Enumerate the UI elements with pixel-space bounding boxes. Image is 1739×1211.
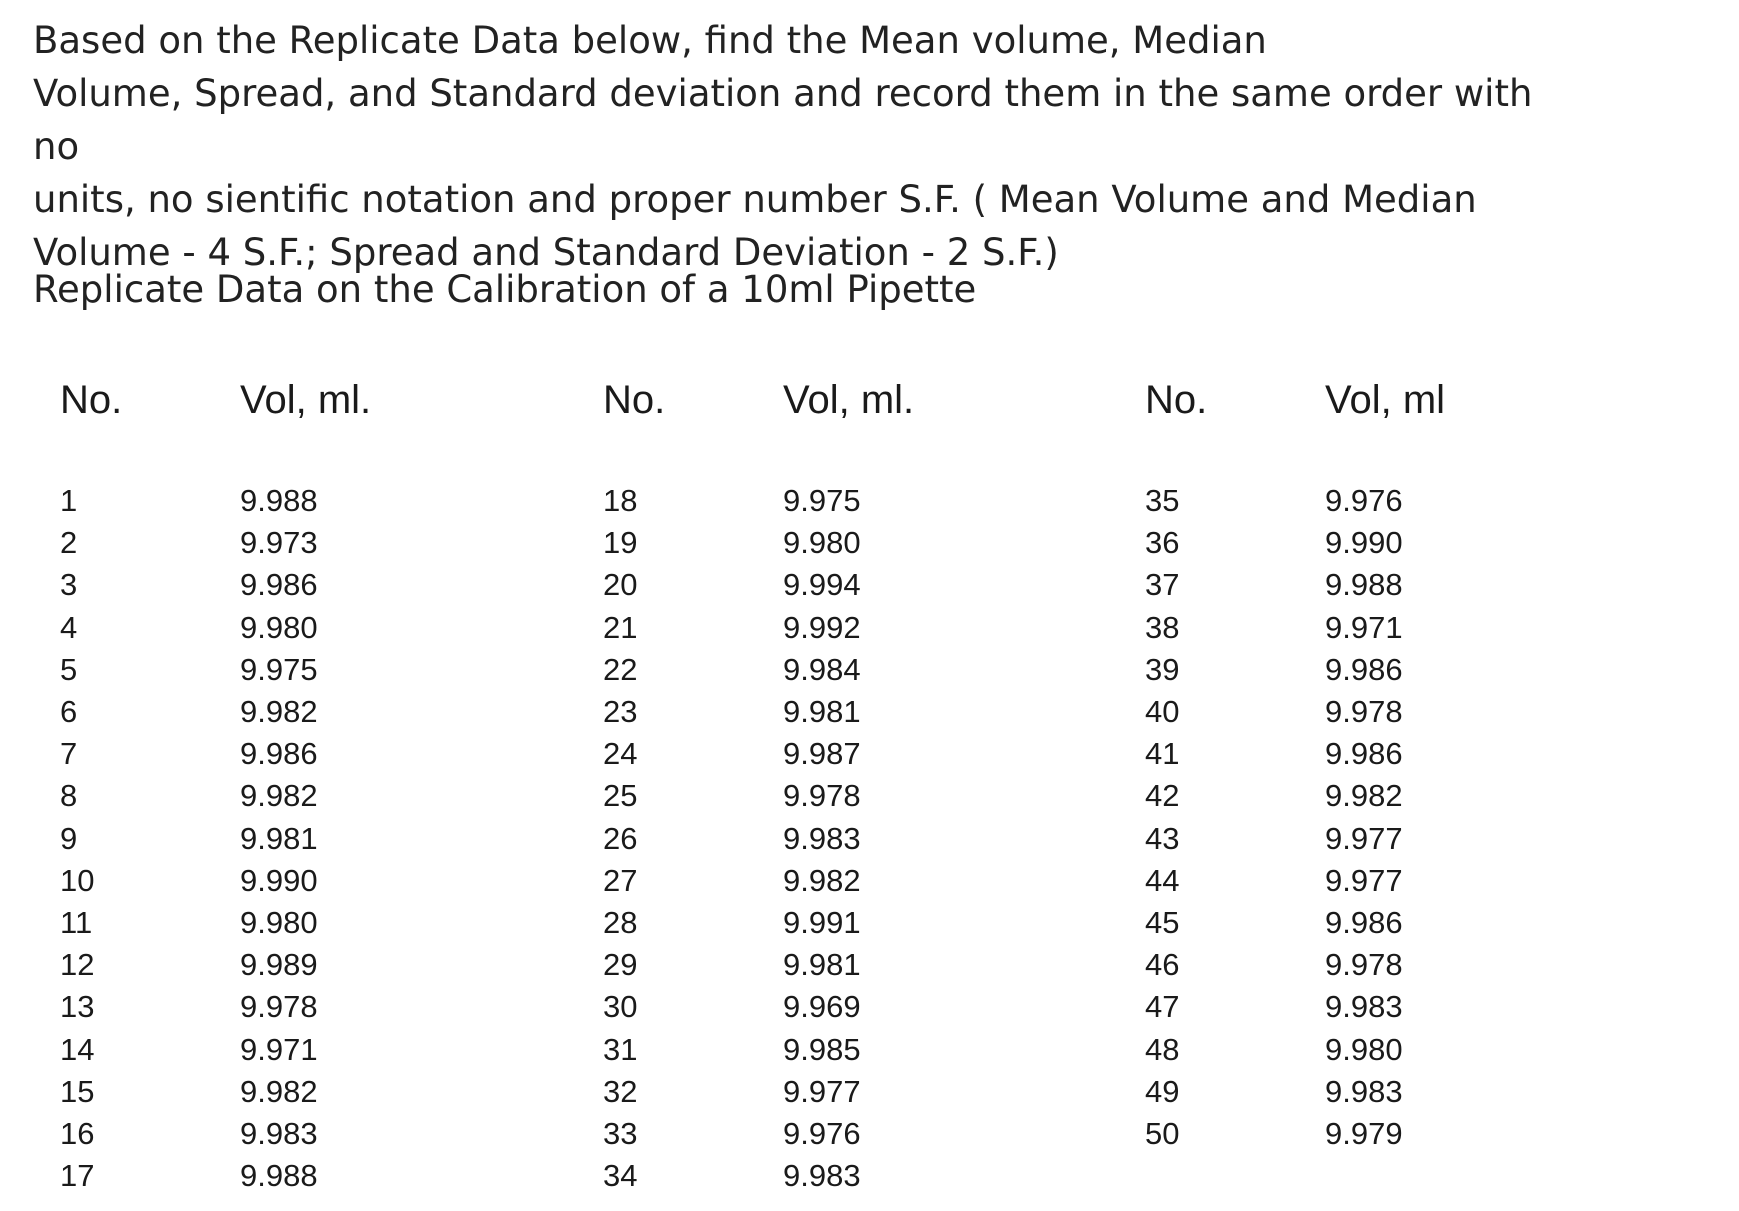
row-number: 4 xyxy=(60,609,78,645)
row-volume: 9.980 xyxy=(240,609,318,645)
row-number: 23 xyxy=(603,694,638,729)
row-volume: 9.988 xyxy=(240,483,318,518)
row-volume: 9.982 xyxy=(240,778,318,814)
row-volume: 9.975 xyxy=(783,483,861,518)
question-line: Volume, Spread, and Standard deviation and record them in the same order with no xyxy=(33,72,1533,168)
row-volume: 9.986 xyxy=(1325,736,1403,772)
row-number: 13 xyxy=(60,989,95,1025)
row-number: 39 xyxy=(1145,651,1180,687)
row-volume: 9.982 xyxy=(240,1073,318,1109)
row-volume: 9.985 xyxy=(783,1031,861,1067)
row-number: 43 xyxy=(1145,820,1180,856)
row-volume: 9.979 xyxy=(1325,1116,1403,1151)
row-number: 34 xyxy=(603,1158,638,1194)
row-number: 12 xyxy=(60,947,95,983)
row-volume: 9.982 xyxy=(240,694,318,729)
row-number: 50 xyxy=(1145,1116,1180,1151)
row-number: 45 xyxy=(1145,905,1180,940)
row-volume: 9.980 xyxy=(240,905,318,940)
row-number: 37 xyxy=(1145,567,1180,603)
row-volume: 9.983 xyxy=(1325,1073,1403,1109)
row-number: 16 xyxy=(60,1116,95,1151)
row-volume: 9.977 xyxy=(1325,862,1403,898)
row-volume: 9.982 xyxy=(1325,778,1403,814)
question-line: Volume - 4 S.F.; Spread and Standard Deviation - 2 S.F.) xyxy=(33,231,1059,274)
row-volume: 9.977 xyxy=(783,1073,861,1109)
row-number: 28 xyxy=(603,905,638,940)
table-title: Replicate Data on the Calibration of a 10ml Pipette xyxy=(33,268,977,311)
row-volume: 9.978 xyxy=(1325,694,1403,729)
row-number: 11 xyxy=(60,905,93,940)
row-number: 40 xyxy=(1145,694,1180,729)
row-volume: 9.981 xyxy=(783,947,861,983)
row-volume: 9.973 xyxy=(240,525,318,561)
row-volume: 9.971 xyxy=(1325,609,1403,645)
row-number: 26 xyxy=(603,820,638,856)
row-number: 41 xyxy=(1145,736,1180,772)
row-number: 21 xyxy=(603,609,638,645)
row-number: 31 xyxy=(603,1031,638,1067)
row-number: 46 xyxy=(1145,947,1180,983)
column-header-no: No. xyxy=(60,378,123,422)
row-number: 5 xyxy=(60,651,78,687)
row-volume: 9.971 xyxy=(240,1031,318,1067)
row-volume: 9.990 xyxy=(1325,525,1403,561)
row-number: 38 xyxy=(1145,609,1180,645)
row-number: 35 xyxy=(1145,483,1180,518)
row-volume: 9.978 xyxy=(1325,947,1403,983)
row-volume: 9.982 xyxy=(783,862,861,898)
row-number: 22 xyxy=(603,651,638,687)
row-number: 32 xyxy=(603,1073,638,1109)
column-header-volume: Vol, ml xyxy=(1325,378,1446,422)
row-volume: 9.976 xyxy=(783,1116,861,1151)
row-volume: 9.980 xyxy=(1325,1031,1403,1067)
row-volume: 9.983 xyxy=(783,1158,861,1194)
row-volume: 9.981 xyxy=(783,694,861,729)
question-text xyxy=(33,14,1533,279)
row-number: 30 xyxy=(603,989,638,1025)
row-number: 27 xyxy=(603,862,638,898)
row-number: 29 xyxy=(603,947,638,983)
question-line: units, no sientific notation and proper number S.F. ( Mean Volume and Median xyxy=(33,178,1477,221)
row-volume: 9.969 xyxy=(783,989,861,1025)
row-number: 36 xyxy=(1145,525,1180,561)
row-volume: 9.992 xyxy=(783,609,861,645)
row-volume: 9.989 xyxy=(240,947,318,983)
row-number: 47 xyxy=(1145,989,1180,1025)
row-number: 15 xyxy=(60,1073,95,1109)
row-volume: 9.983 xyxy=(1325,989,1403,1025)
row-number: 17 xyxy=(60,1158,95,1194)
row-number: 8 xyxy=(60,778,78,814)
row-number: 42 xyxy=(1145,778,1180,814)
row-number: 48 xyxy=(1145,1031,1180,1067)
row-volume: 9.986 xyxy=(1325,905,1403,940)
row-number: 1 xyxy=(60,483,78,518)
row-volume: 9.980 xyxy=(783,525,861,561)
row-number: 7 xyxy=(60,736,78,772)
row-volume: 9.994 xyxy=(783,567,861,603)
column-header-volume: Vol, ml. xyxy=(783,378,915,422)
row-number: 19 xyxy=(603,525,638,561)
row-number: 10 xyxy=(60,862,95,898)
row-volume: 9.991 xyxy=(783,905,861,940)
question-line: Based on the Replicate Data below, find the Mean volume, Median xyxy=(33,19,1267,62)
row-volume: 9.984 xyxy=(783,651,861,687)
row-volume: 9.983 xyxy=(240,1116,318,1151)
row-volume: 9.983 xyxy=(783,820,861,856)
row-number: 14 xyxy=(60,1031,95,1067)
column-header-no: No. xyxy=(603,378,666,422)
row-volume: 9.978 xyxy=(783,778,861,814)
column-header-volume: Vol, ml. xyxy=(240,378,372,422)
row-number: 49 xyxy=(1145,1073,1180,1109)
row-volume: 9.975 xyxy=(240,651,318,687)
row-number: 24 xyxy=(603,736,638,772)
row-number: 2 xyxy=(60,525,78,561)
row-volume: 9.986 xyxy=(240,736,318,772)
row-number: 33 xyxy=(603,1116,638,1151)
row-number: 25 xyxy=(603,778,638,814)
row-number: 6 xyxy=(60,694,78,729)
row-number: 20 xyxy=(603,567,638,603)
row-volume: 9.988 xyxy=(240,1158,318,1194)
row-volume: 9.977 xyxy=(1325,820,1403,856)
column-header-no: No. xyxy=(1145,378,1208,422)
row-volume: 9.986 xyxy=(1325,651,1403,687)
row-number: 18 xyxy=(603,483,638,518)
row-volume: 9.981 xyxy=(240,820,318,856)
row-volume: 9.987 xyxy=(783,736,861,772)
row-volume: 9.976 xyxy=(1325,483,1403,518)
row-volume: 9.990 xyxy=(240,862,318,898)
row-number: 9 xyxy=(60,820,78,856)
row-volume: 9.986 xyxy=(240,567,318,603)
row-volume: 9.978 xyxy=(240,989,318,1025)
row-number: 44 xyxy=(1145,862,1180,898)
row-number: 3 xyxy=(60,567,78,603)
row-volume: 9.988 xyxy=(1325,567,1403,603)
